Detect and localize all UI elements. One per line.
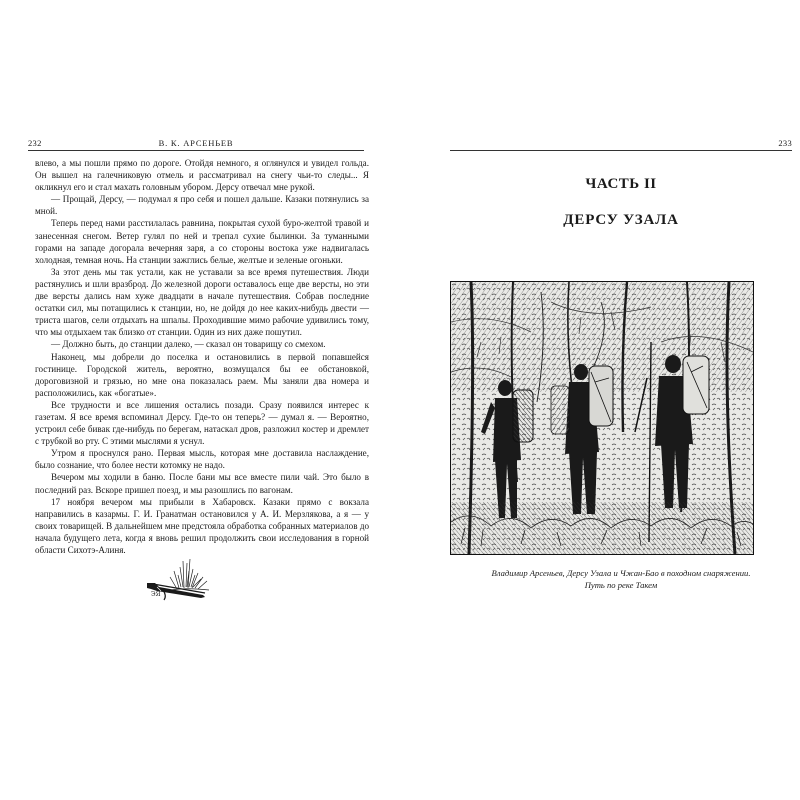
- part-label: ЧАСТЬ II: [585, 176, 657, 192]
- left-page: [0, 0, 390, 800]
- paragraph: Вечером мы ходили в баню. После бани мы все вместе пили чай. Это было в последний раз. Вскоре пришел поезд, и мы разошлись по вагонам.: [35, 472, 369, 495]
- paragraph: Наконец, мы добрели до поселка и остановились в первой попавшейся гостинице. Городской житель, вероятно, возмущался бы ее обстановкой, дороговизной и грязью, но мне она показалась раем. Мы заняли два номера и расположились, как «богатые».: [35, 351, 369, 398]
- rifle-ornament: [143, 547, 215, 605]
- paragraph: влево, а мы пошли прямо по дороге. Отойдя немного, я оглянулся и увидел гольда. Он вышел на галечниковую отмель и рассматривал на снегу чьи-то следы... Я окликнул его и стал махать головным убором. Дерсу отвечал мне рукой.: [35, 158, 369, 193]
- page-number-right: 233: [778, 138, 792, 148]
- paragraph: Утром я проснулся рано. Первая мысль, которая мне доставила наслаждение, было сознание, что более нести котомку не надо.: [35, 448, 369, 471]
- page-number-left: 232: [28, 138, 42, 148]
- body-text: [35, 157, 369, 556]
- caption-line-2: Путь по реке Такем: [584, 580, 658, 590]
- engraving-illustration: [450, 281, 754, 555]
- right-page: [410, 0, 800, 800]
- running-head-left: [28, 136, 364, 151]
- running-head-author: В. К. АРСЕНЬЕВ: [158, 138, 234, 148]
- illustration-caption: [450, 567, 792, 591]
- ornament-signature: ЭЯ: [151, 591, 161, 598]
- paragraph: — Прощай, Дерсу, — подумал я про себя и пошел дальше. Казаки потянулись за мной.: [35, 194, 369, 217]
- part-title: ДЕРСУ УЗАЛА: [563, 212, 679, 228]
- caption-line-1: Владимир Арсеньев, Дерсу Узала и Чжан-Бао в походном снаряжении.: [491, 568, 751, 578]
- running-head-right: [450, 136, 792, 151]
- paragraph: 17 ноября вечером мы прибыли в Хабаровск. Казаки прямо с вокзала направились в казармы. Г. И. Гранатман остановился у А. И. Мерзлякова, а я — у своих товарищей. В дальнейшем мне предстояла обработка собранных материалов до начала будущего лета, когда я вновь решил продолжить свои исследования в горной области Сихотэ-Алиня.: [35, 496, 369, 555]
- forest-expedition-engraving: [451, 282, 753, 554]
- paragraph: Теперь перед нами расстилалась равнина, покрытая сухой буро-желтой травой и занесенная снегом. Ветер гулял по ней и трепал сухие былинки. За туманными горами на западе догорала вечерняя заря, а со стороны востока уже надвигалась холодная, темная ночь. На станции зажглись белые, желтые и зеленые огоньки.: [35, 218, 369, 265]
- paragraph: За этот день мы так устали, как не уставали за все время путешествия. Люди растянулись и шли вразброд. До железной дороги оставалось еще две версты, но эти две версты дались нам хуже двадцати в начале путешествия. Собрав последние остатки сил, мы потащились к станции, но, не дойдя до нее каких-нибудь двести — триста шагов, сели отдыхать на шпалы. Проходившие мимо рабочие удивились тому, что мы отдыхаем так близко от станции. Один из них даже пошутил.: [35, 266, 369, 338]
- paragraph: Все трудности и все лишения остались позади. Сразу появился интерес к газетам. Я все время вспоминал Дерсу. Где-то он теперь? — думал я. — Вероятно, устроил себе бивак где-нибудь по берегам, натаскал дров, разложил костер и дремлет с трубкой во рту. С этими мыслями я уснул.: [35, 399, 369, 447]
- paragraph: — Должно быть, до станции далеко, — сказал он товарищу со смехом.: [51, 339, 326, 350]
